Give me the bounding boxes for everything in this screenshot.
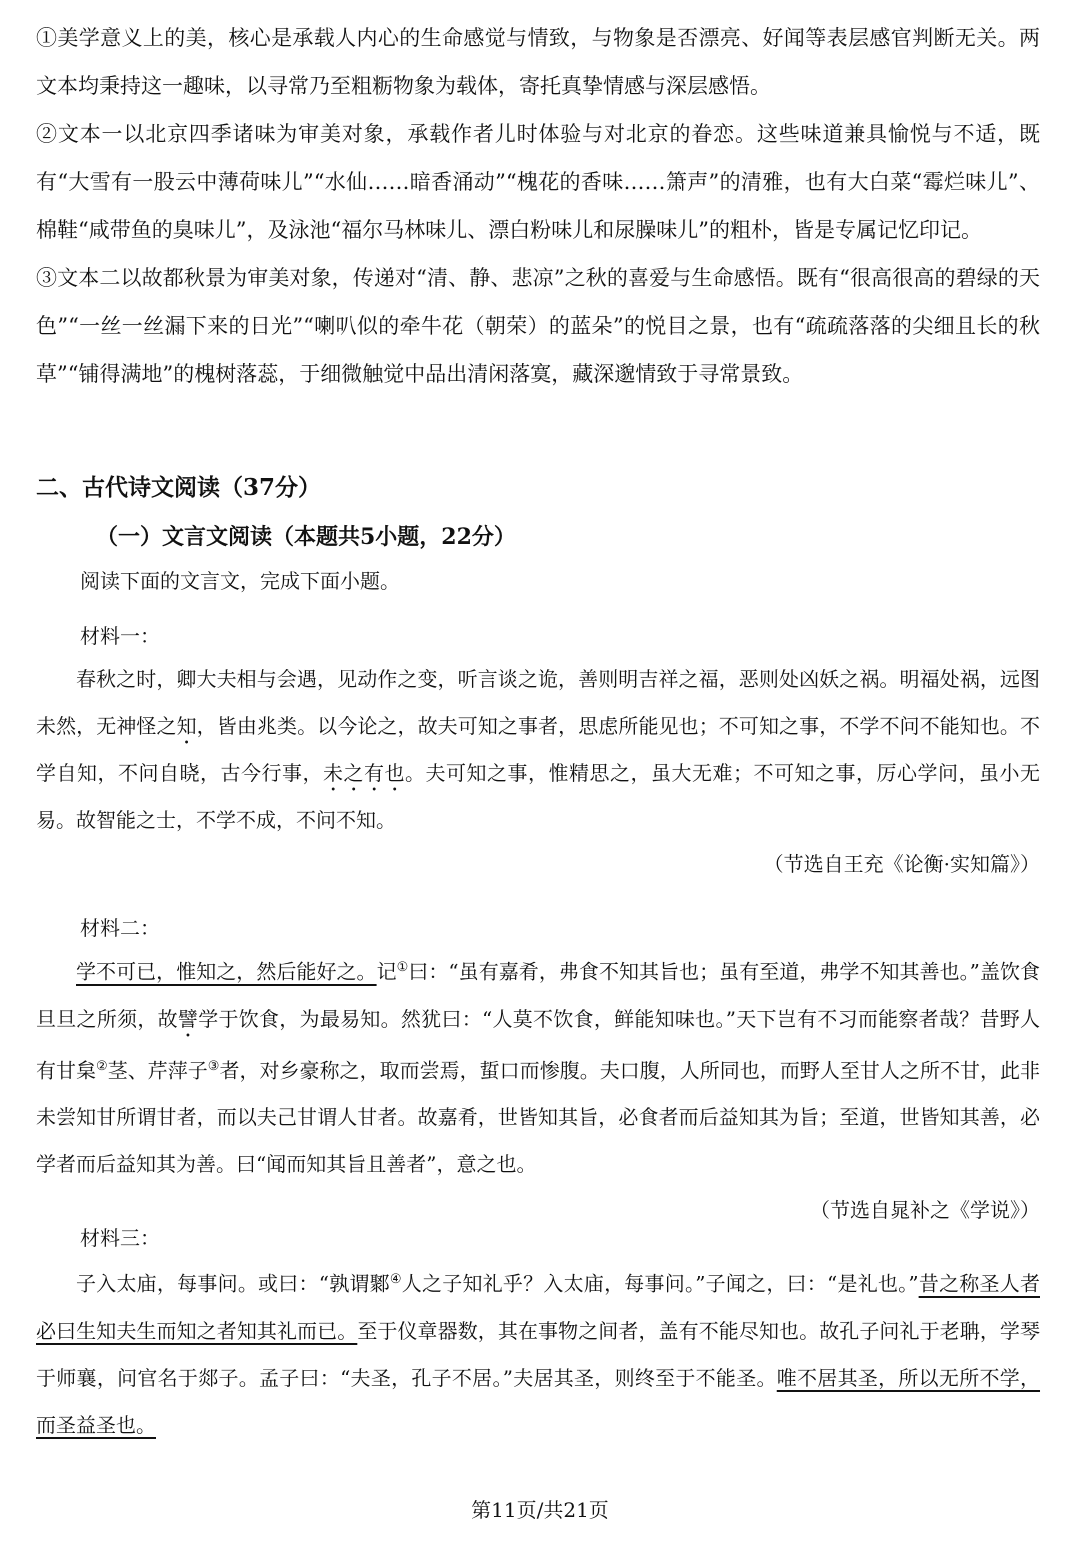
subsection-heading xyxy=(96,517,1040,557)
material-3-segment: 人之子知礼乎？入太庙，每事问。”子闻之，曰：“是礼也。” xyxy=(401,1271,919,1296)
material-3-segment: 子入太庙，每事问。或曰：“孰谓鄹 xyxy=(76,1271,390,1296)
material-1-source: （节选自王充《论衡·实知篇》） xyxy=(763,852,1040,876)
footnote-marker: ① xyxy=(396,960,409,975)
material-2-segment: 者，对乡豪称之，取而尝焉，蜇口而惨腹。夫口腹，人所同也，而野人至甘人之所不甘，此非未尝知甘所谓甘者，而以夫己甘谓人甘者。故嘉肴，世皆知其旨，必食者而后益知其为旨；至道，世皆知其善，必学者而后益知其为善。曰“闻而知其旨且善者”，意之也。 xyxy=(36,1058,1041,1177)
material-1-label: 材料一： xyxy=(80,624,160,648)
material-1 xyxy=(36,656,1040,877)
material-2-source: （节选自晁补之《学说》） xyxy=(810,1198,1040,1223)
material-3-label-block xyxy=(80,1222,1040,1251)
emphasis-phrase: 未之有也 xyxy=(323,761,405,785)
material-2-segment: 茎、芹萍子 xyxy=(107,1058,208,1083)
material-1-label-block xyxy=(80,620,1040,649)
material-2-segment: 学于饮食，为最易知。然犹曰：“人莫不饮食，鲜能知味也。”天下岂有不习而能察者哉？昔野人有甘枲 xyxy=(36,1006,1041,1083)
analysis-point-2: ②文本一以北京四季诸味为审美对象，承载作者儿时体验与对北京的眷恋。这些味道兼具愉悦与不适，既有“大雪有一股云中薄荷味儿”“水仙……暗香涌动”“槐花的香味……箫声”的清雅，也有大白菜“霉烂味儿”、棉鞋“咸带鱼的臭味儿”，及泳池“福尔马林味儿、漂白粉味儿和尿臊味儿”的粗朴，皆是专属记忆印记。 xyxy=(36,122,1040,242)
analysis-point-3: ③文本二以故都秋景为审美对象，传递对“清、静、悲凉”之秋的喜爱与生命感悟。既有“很高很高的碧绿的天色”“一丝一丝漏下来的日光”“喇叭似的牵牛花（朝荣）的蓝朵”的悦目之景，也有“疏疏落落的尖细且长的秋草”“铺得满地”的槐树落蕊，于细微触觉中品出清闲落寞，藏深邈情致于寻常景致。 xyxy=(36,266,1040,386)
instruction-text: 阅读下面的文言文，完成下面小题。 xyxy=(80,569,400,593)
emphasis-char: 譬 xyxy=(177,1006,199,1031)
underlined-sentence: 昔之称圣人者必曰生知夫生而知之者知其礼而已。 xyxy=(36,1271,1040,1343)
underlined-sentence: 唯不居其圣，所以无所不学，而圣益圣也。 xyxy=(36,1365,1041,1437)
page-number: 第11页/共21页 xyxy=(471,1498,609,1522)
footnote-marker: ③ xyxy=(207,1058,220,1074)
section-title: 二、古代诗文阅读（37分） xyxy=(36,474,322,501)
subsection-title: （一）文言文阅读（本题共5小题，22分） xyxy=(96,524,516,550)
material-2-segment: 记 xyxy=(376,959,397,984)
material-3 xyxy=(36,1256,1040,1449)
material-1-segment: 春秋之时，卿大夫相与会遇，见动作之变，听言谈之诡，善则明吉祥之福，恶则处凶妖之祸。明福处祸，远图未然，无神怪之 xyxy=(36,667,1040,738)
underlined-sentence: 学不可已，惟知之，然后能好之。 xyxy=(76,959,377,984)
answer-analysis xyxy=(36,14,1040,398)
material-3-label: 材料三： xyxy=(80,1226,160,1250)
material-2-label: 材料二： xyxy=(80,916,160,940)
emphasis-char: 知 xyxy=(176,714,197,738)
footnote-marker: ② xyxy=(96,1058,108,1074)
material-2-label-block xyxy=(80,912,1040,941)
material-1-segment: 。夫可知之事，惟精思之，虽大无难；不可知之事，厉心学问，虽小无易。故智能之士，不学不成，不问不知。 xyxy=(36,761,1040,832)
footnote-marker: ④ xyxy=(389,1272,402,1287)
material-2-segment: 曰：“虽有嘉肴，弗食不知其旨也；虽有至道，弗学不知其善也。”盖饮食旦旦之所须，故 xyxy=(36,959,1041,1031)
section-heading xyxy=(36,468,1040,508)
material-2 xyxy=(36,944,1040,1223)
material-1-text xyxy=(36,656,1040,844)
material-1-segment: ，皆由兆类。以今论之，故夫可知之事者，思虑所能见也；不可知之事，不学不问不能知也。不学自知，不问自晓，古今行事， xyxy=(36,714,1041,785)
analysis-point-1: ①美学意义上的美，核心是承载人内心的生命感觉与情致，与物象是否漂亮、好闻等表层感官判断无关。两文本均秉持这一趣味，以寻常乃至粗粝物象为载体，寄托真挚情感与深层感悟。 xyxy=(36,26,1040,98)
material-3-segment: 至于仪章器数，其在事物之间者，盖有不能尽知也。故孔子问礼于老聃，学琴于师襄，问官名于郯子。孟子曰：“夫圣，孔子不居。”夫居其圣，则终至于不能圣。 xyxy=(36,1318,1041,1390)
instruction-block xyxy=(80,565,1040,594)
material-2-text xyxy=(36,944,1040,1188)
material-3-text xyxy=(36,1256,1040,1449)
